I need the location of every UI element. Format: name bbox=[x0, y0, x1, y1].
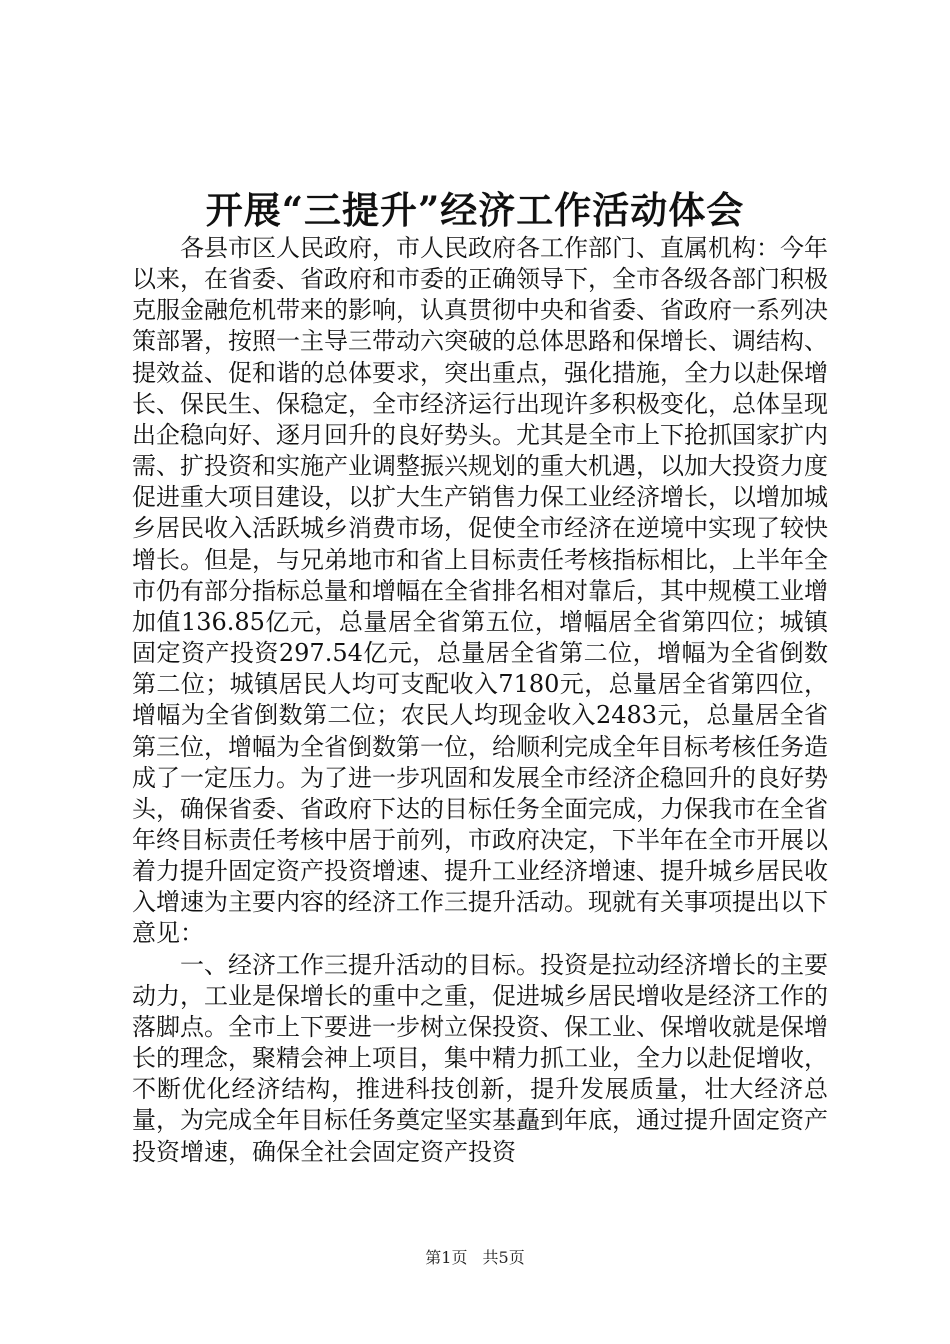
page-number: 第1页 bbox=[425, 1248, 468, 1267]
body-paragraph: 一、经济工作三提升活动的目标。投资是拉动经济增长的主要动力，工业是保增长的重中之重，促进城乡居民增收是经济工作的落脚点。全市上下要进一步树立保投资、保工业、保增收就是保增长的理念，聚精会神上项目，集中精力抓工业，全力以赴促增收，不断优化经济结构，推进科技创新，提升发展质量，壮大经济总量，为完成全年目标任务奠定坚实基矗到年底，通过提升固定资产投资增速，确保全社会固定资产投资 bbox=[132, 950, 828, 1166]
page-total: 共5页 bbox=[482, 1248, 525, 1267]
document-title: 开展“三提升”经济工作活动体会 bbox=[205, 188, 745, 232]
body-paragraph: 各县市区人民政府，市人民政府各工作部门、直属机构：今年以来，在省委、省政府和市委的正确领导下，全市各级各部门积极克服金融危机带来的影响，认真贯彻中央和省委、省政府一系列决策部署，按照一主导三带动六突破的总体思路和保增长、调结构、提效益、促和谐的总体要求，突出重点，强化措施，全力以赴保增长、保民生、保稳定，全市经济运行出现许多积极变化，总体呈现出企稳向好、逐月回升的良好势头。尤其是全市上下抢抓国家扩内需、扩投资和实施产业调整振兴规划的重大机遇，以加大投资力度促进重大项目建设，以扩大生产销售力保工业经济增长，以增加城乡居民收入活跃城乡消费市场，促使全市经济在逆境中实现了较快增长。但是，与兄弟地市和省上目标责任考核指标相比，上半年全市仍有部分指标总量和增幅在全省排名相对靠后，其中规模工业增加值136.85亿元，总量居全省第五位，增幅居全省第四位；城镇固定资产投资297.54亿元，总量居全省第二位，增幅为全省倒数第二位；城镇居民人均可支配收入7180元，总量居全省第四位，增幅为全省倒数第二位；农民人均现金收入2483元，总量居全省第三位，增幅为全省倒数第一位，给顺利完成全年目标考核任务造成了一定压力。为了进一步巩固和发展全市经济企稳回升的良好势头，确保省委、省政府下达的目标任务全面完成，力保我市在全省年终目标责任考核中居于前列，市政府决定，下半年在全市开展以着力提升固定资产投资增速、提升工业经济增速、提升城乡居民收入增速为主要内容的经济工作三提升活动。现就有关事项提出以下意见： bbox=[132, 234, 828, 948]
page-footer bbox=[0, 1247, 950, 1269]
document-body bbox=[132, 233, 828, 1168]
